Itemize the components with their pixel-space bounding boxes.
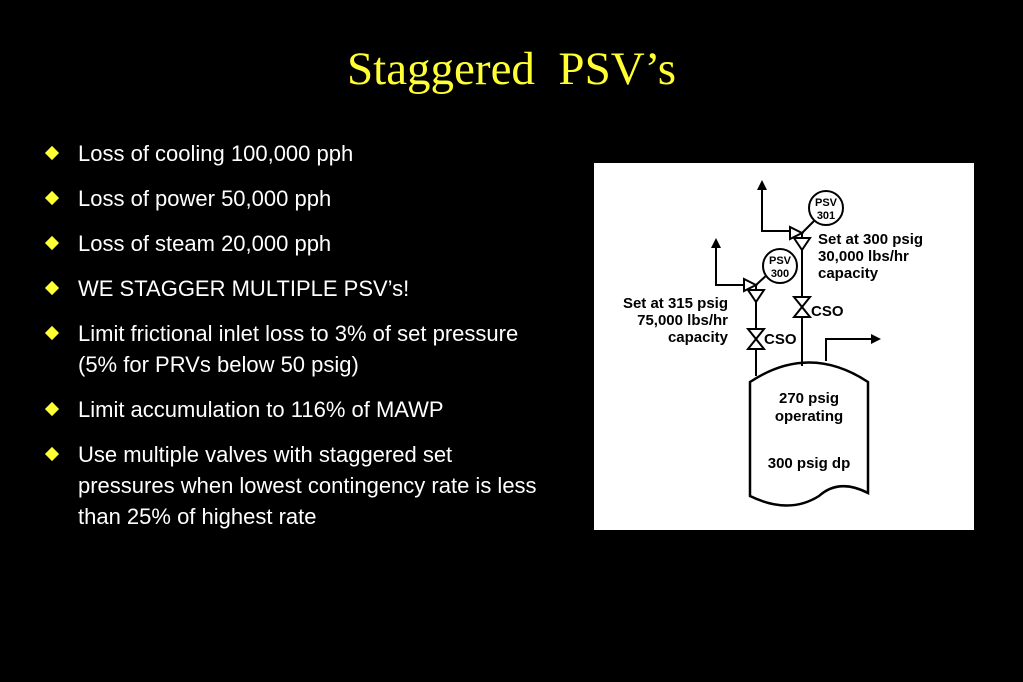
outlet-pipe — [826, 339, 876, 361]
psv301-set-line2: 30,000 lbs/hr — [818, 248, 909, 265]
diamond-bullet-icon — [45, 236, 59, 250]
bullet-item — [44, 318, 544, 380]
psv301-bonnet — [802, 221, 814, 233]
bullet-text: Loss of power 50,000 pph — [78, 186, 332, 211]
diamond-bullet-icon — [45, 281, 59, 295]
bullet-text: Loss of steam 20,000 pph — [78, 231, 332, 256]
bullet-text: Loss of cooling 100,000 pph — [78, 141, 354, 166]
psv300-set-line3: capacity — [667, 329, 728, 346]
bullet-text: WE STAGGER MULTIPLE PSV’s! — [78, 276, 410, 301]
bullet-text: Use multiple valves with staggered set pressures when lowest contingency rate is less than 25% of highest rate — [78, 442, 537, 529]
psv-diagram — [594, 163, 974, 530]
bullet-item — [44, 439, 544, 532]
bullet-item — [44, 394, 544, 425]
slide-title: Staggered PSV’s — [347, 43, 676, 95]
bullet-list — [44, 138, 544, 546]
vessel-design-pressure: 300 psig dp — [767, 455, 851, 472]
psv301-set-line3: capacity — [818, 265, 879, 282]
psv300-number: 300 — [770, 268, 790, 280]
psv300-tag: PSV — [768, 255, 792, 267]
diamond-bullet-icon — [45, 146, 59, 160]
psv300-set-line1: Set at 315 psig — [622, 295, 728, 312]
cso-valve-right — [794, 297, 810, 317]
bullet-item — [44, 228, 544, 259]
bullet-text: Limit accumulation to 116% of MAWP — [78, 397, 444, 422]
bullet-item — [44, 273, 544, 304]
vessel-body — [750, 363, 868, 506]
vessel-pressure: 270 psig — [778, 390, 840, 407]
vessel-operating: operating — [774, 408, 844, 425]
bullet-item — [44, 138, 544, 169]
diamond-bullet-icon — [45, 326, 59, 340]
cso-valve-left — [748, 329, 764, 349]
bullet-text: Limit frictional inlet loss to 3% of set pressure (5% for PRVs below 50 psig) — [78, 321, 519, 377]
psv301-tag: PSV — [814, 197, 838, 209]
cso-label-right: CSO — [811, 303, 844, 320]
cso-label-left: CSO — [764, 331, 797, 348]
psv-diagram-svg — [594, 163, 974, 530]
diamond-bullet-icon — [45, 191, 59, 205]
diamond-bullet-icon — [45, 447, 59, 461]
psv300-discharge — [716, 243, 744, 285]
diamond-bullet-icon — [45, 402, 59, 416]
psv301-set-line1: Set at 300 psig — [818, 231, 924, 248]
psv301-number: 301 — [816, 210, 836, 222]
bullet-item — [44, 183, 544, 214]
psv301-discharge — [762, 185, 790, 231]
psv301-valve — [794, 238, 810, 250]
psv300-valve — [748, 290, 764, 302]
psv300-set-line2: 75,000 lbs/hr — [637, 312, 728, 329]
